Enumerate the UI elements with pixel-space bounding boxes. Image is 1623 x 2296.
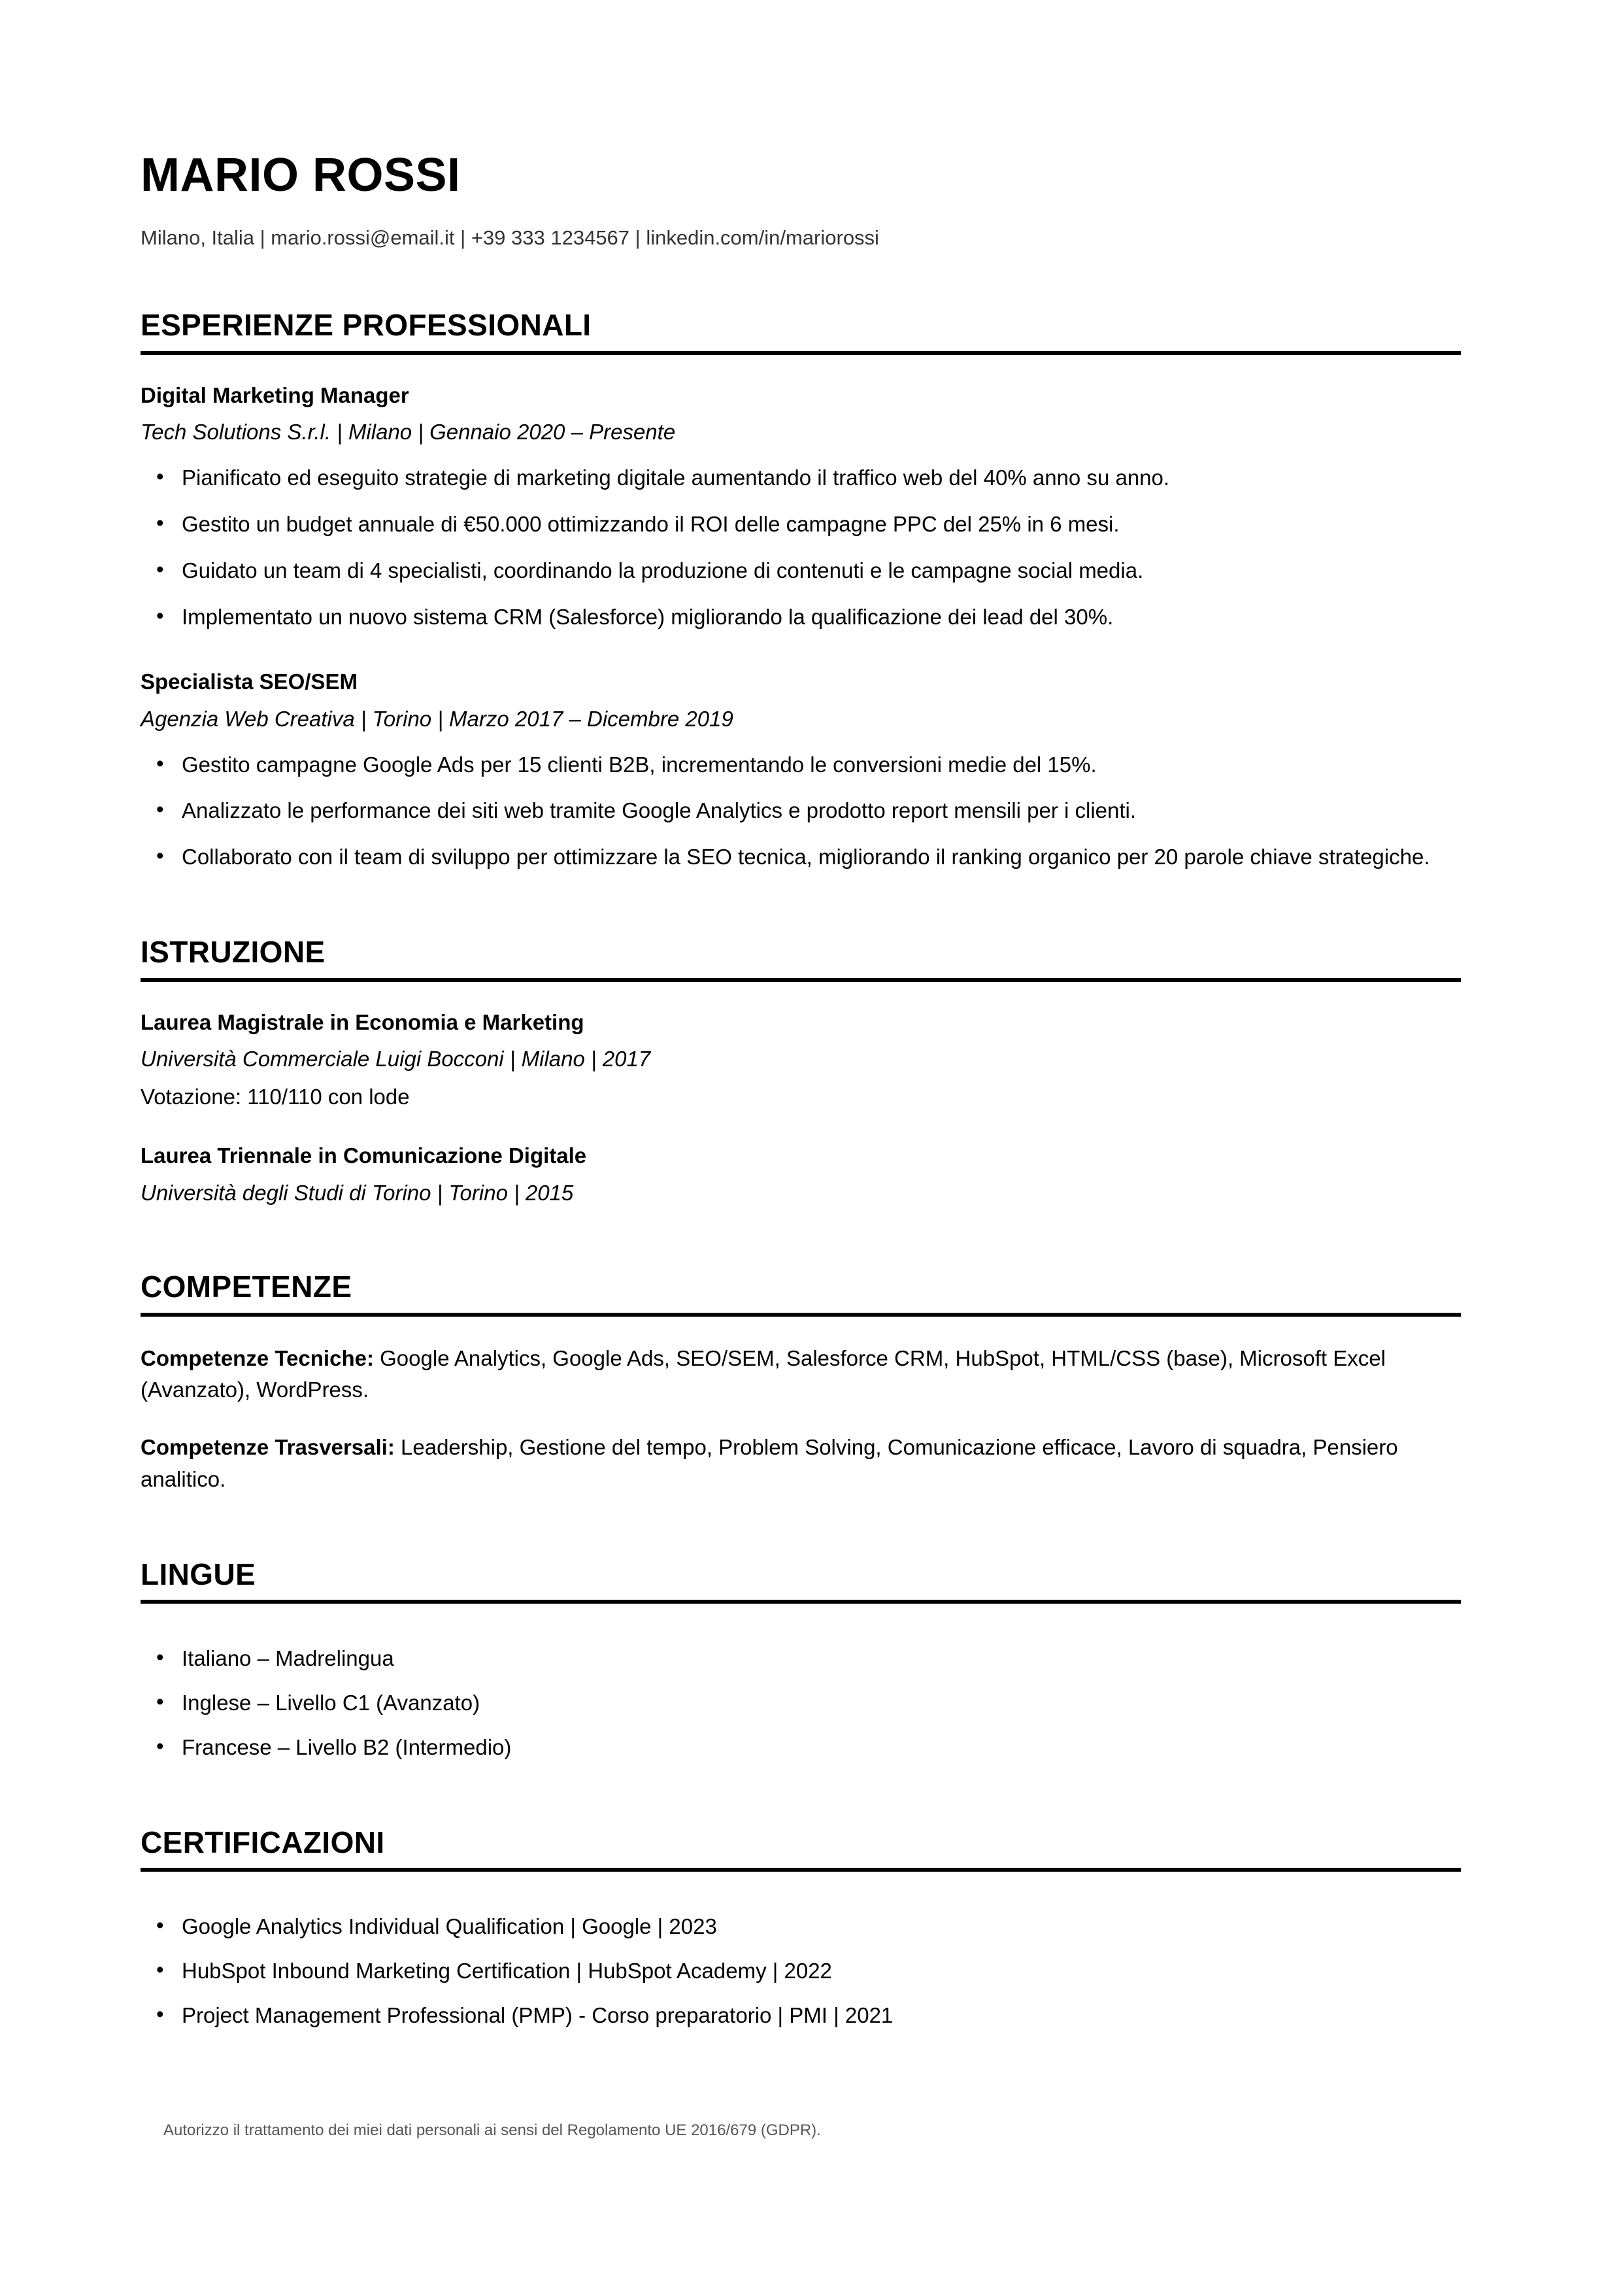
skill-group-value: Google Analytics, Google Ads, SEO/SEM, Salesforce CRM, HubSpot, HTML/CSS (base), Microsoft Excel (Avanzato), WordPress. — [141, 1346, 1386, 1402]
section-title-skills: COMPETENZE — [141, 1270, 352, 1304]
spacer — [141, 251, 1461, 309]
list-item: • Implementato un nuovo sistema CRM (Salesforce) migliorando la qualificazione dei lead del 30%. — [141, 602, 1461, 633]
section-title-languages: LINGUE — [141, 1557, 256, 1591]
list-item: • Analizzato le performance dei siti web tramite Google Analytics e prodotto report mensili per i clienti. — [141, 796, 1461, 826]
section-certifications — [141, 1826, 1461, 2031]
skill-group-label: Competenze Trasversali: — [141, 1435, 395, 1460]
page-title: MARIO ROSSI — [141, 149, 461, 201]
job-bullet-list — [141, 463, 1461, 632]
list-item: • HubSpot Inbound Marketing Certification | HubSpot Academy | 2022 — [141, 1956, 1461, 1987]
job-bullet-list — [141, 750, 1461, 873]
spacer — [141, 632, 1461, 667]
list-item: • Gestito campagne Google Ads per 15 clienti B2B, incrementando le conversioni medie del 15%. — [141, 750, 1461, 781]
spacer — [141, 355, 1461, 381]
section-title-experience: ESPERIENZE PROFESSIONALI — [141, 308, 592, 343]
spacer — [141, 1763, 1461, 1826]
privacy-notice: Autorizzo il trattamento dei miei dati personali ai sensi del Regolamento UE 2016/679 (GDPR). — [163, 2121, 821, 2139]
degree-title: Laurea Magistrale in Economia e Marketing — [141, 1009, 584, 1034]
experience-entry — [141, 667, 1461, 873]
job-meta: Tech Solutions S.r.l. | Milano | Gennaio 2020 – Presente — [141, 420, 676, 445]
skill-group-label: Competenze Tecniche: — [141, 1346, 374, 1371]
section-education — [141, 936, 1461, 1207]
list-item: • Inglese – Livello C1 (Avanzato) — [141, 1688, 1461, 1719]
certification-list — [141, 1912, 1461, 2031]
section-title-education: ISTRUZIONE — [141, 935, 326, 970]
education-entry — [141, 1008, 1461, 1112]
degree-title: Laurea Triennale in Comunicazione Digitale — [141, 1143, 587, 1168]
resume-content — [141, 0, 1461, 2031]
education-entry — [141, 1141, 1461, 1207]
spacer — [141, 1207, 1461, 1270]
section-experience — [141, 309, 1461, 873]
contact-line: Milano, Italia | mario.rossi@email.it | +39 333 1234567 | linkedin.com/in/mariorossi — [141, 226, 879, 249]
job-meta: Agenzia Web Creativa | Torino | Marzo 2017 – Dicembre 2019 — [141, 706, 733, 731]
skill-group-soft — [141, 1432, 1461, 1494]
list-item: • Collaborato con il team di sviluppo per ottimizzare la SEO tecnica, migliorando il ranking organico per 20 parole chiave strategiche. — [141, 842, 1461, 873]
section-title-certifications: CERTIFICAZIONI — [141, 1825, 385, 1859]
language-list — [141, 1644, 1461, 1763]
degree-meta: Università degli Studi di Torino | Torino | 2015 — [141, 1180, 574, 1205]
spacer — [141, 1872, 1461, 1898]
list-item: • Gestito un budget annuale di €50.000 ottimizzando il ROI delle campagne PPC del 25% in 6 mesi. — [141, 509, 1461, 540]
section-languages — [141, 1558, 1461, 1763]
list-item: • Italiano – Madrelingua — [141, 1644, 1461, 1674]
spacer — [141, 1604, 1461, 1630]
skill-group-value: Leadership, Gestione del tempo, Problem Solving, Comunicazione efficace, Lavoro di squadra, Pensiero analitico. — [141, 1435, 1398, 1491]
spacer — [141, 982, 1461, 1008]
skill-group-technical — [141, 1343, 1461, 1406]
list-item: • Project Management Professional (PMP) - Corso preparatorio | PMI | 2021 — [141, 2001, 1461, 2031]
list-item: • Pianificato ed eseguito strategie di marketing digitale aumentando il traffico web del 40% anno su anno. — [141, 463, 1461, 494]
spacer — [141, 873, 1461, 936]
job-role: Specialista SEO/SEM — [141, 669, 358, 694]
degree-grade: Votazione: 110/110 con lode — [141, 1084, 410, 1109]
spacer — [141, 1495, 1461, 1558]
list-item: • Francese – Livello B2 (Intermedio) — [141, 1732, 1461, 1763]
job-role: Digital Marketing Manager — [141, 382, 409, 407]
degree-meta: Università Commerciale Luigi Bocconi | Milano | 2017 — [141, 1047, 651, 1072]
list-item: • Google Analytics Individual Qualification | Google | 2023 — [141, 1912, 1461, 1942]
list-item: • Guidato un team di 4 specialisti, coordinando la produzione di contenuti e le campagne social media. — [141, 556, 1461, 586]
spacer — [141, 1317, 1461, 1343]
section-skills — [141, 1270, 1461, 1494]
spacer — [141, 1111, 1461, 1141]
experience-entry — [141, 381, 1461, 633]
